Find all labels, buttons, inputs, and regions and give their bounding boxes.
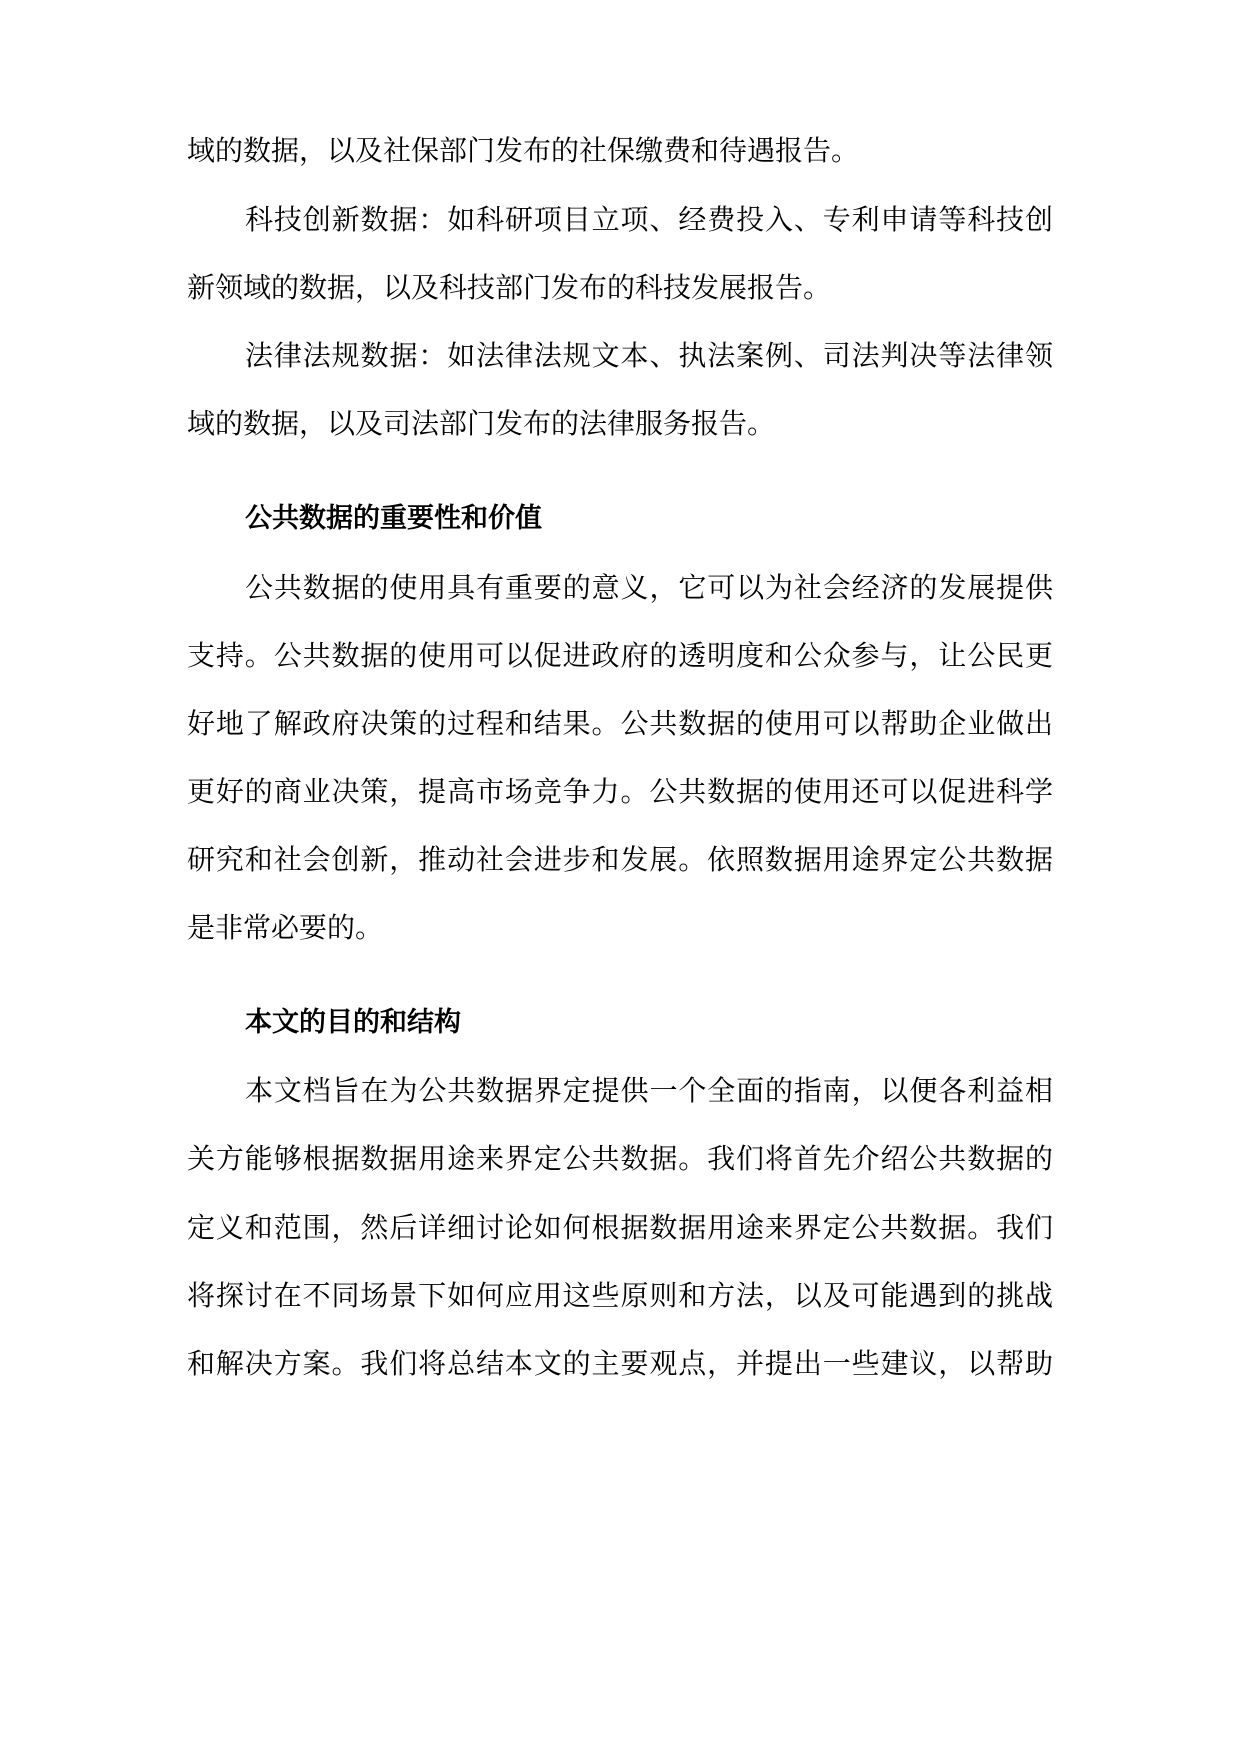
paragraph-line: 法律法规数据：如法律法规文本、执法案例、司法判决等法律领 [245,339,1053,372]
paragraph-line: 定义和范围，然后详细讨论如何根据数据用途来界定公共数据。我们 [187,1211,1053,1244]
section-heading: 公共数据的重要性和价值 [245,503,542,534]
paragraph-line: 和解决方案。我们将总结本文的主要观点，并提出一些建议，以帮助 [187,1347,1053,1380]
paragraph-line: 新领域的数据，以及科技部门发布的科技发展报告。 [187,271,832,304]
paragraph-line: 关方能够根据数据用途来界定公共数据。我们将首先介绍公共数据的 [187,1142,1053,1175]
paragraph-line: 科技创新数据：如科研项目立项、经费投入、专利申请等科技创 [245,203,1053,236]
paragraph-line: 域的数据，以及司法部门发布的法律服务报告。 [187,407,776,440]
paragraph-line: 域的数据，以及社保部门发布的社保缴费和待遇报告。 [187,134,860,167]
section-heading: 本文的目的和结构 [245,1007,461,1038]
paragraph-line: 更好的商业决策，提高市场竞争力。公共数据的使用还可以促进科学 [187,775,1053,808]
paragraph-line: 本文档旨在为公共数据界定提供一个全面的指南，以便各利益相 [245,1074,1053,1107]
paragraph-line: 研究和社会创新，推动社会进步和发展。依照数据用途界定公共数据 [187,843,1053,876]
paragraph-line: 支持。公共数据的使用可以促进政府的透明度和公众参与，让公民更 [187,639,1053,672]
paragraph-line: 是非常必要的。 [187,911,384,944]
paragraph-line: 好地了解政府决策的过程和结果。公共数据的使用可以帮助企业做出 [187,707,1053,740]
paragraph-line: 公共数据的使用具有重要的意义，它可以为社会经济的发展提供 [245,571,1053,604]
paragraph-line: 将探讨在不同场景下如何应用这些原则和方法，以及可能遇到的挑战 [187,1279,1053,1312]
